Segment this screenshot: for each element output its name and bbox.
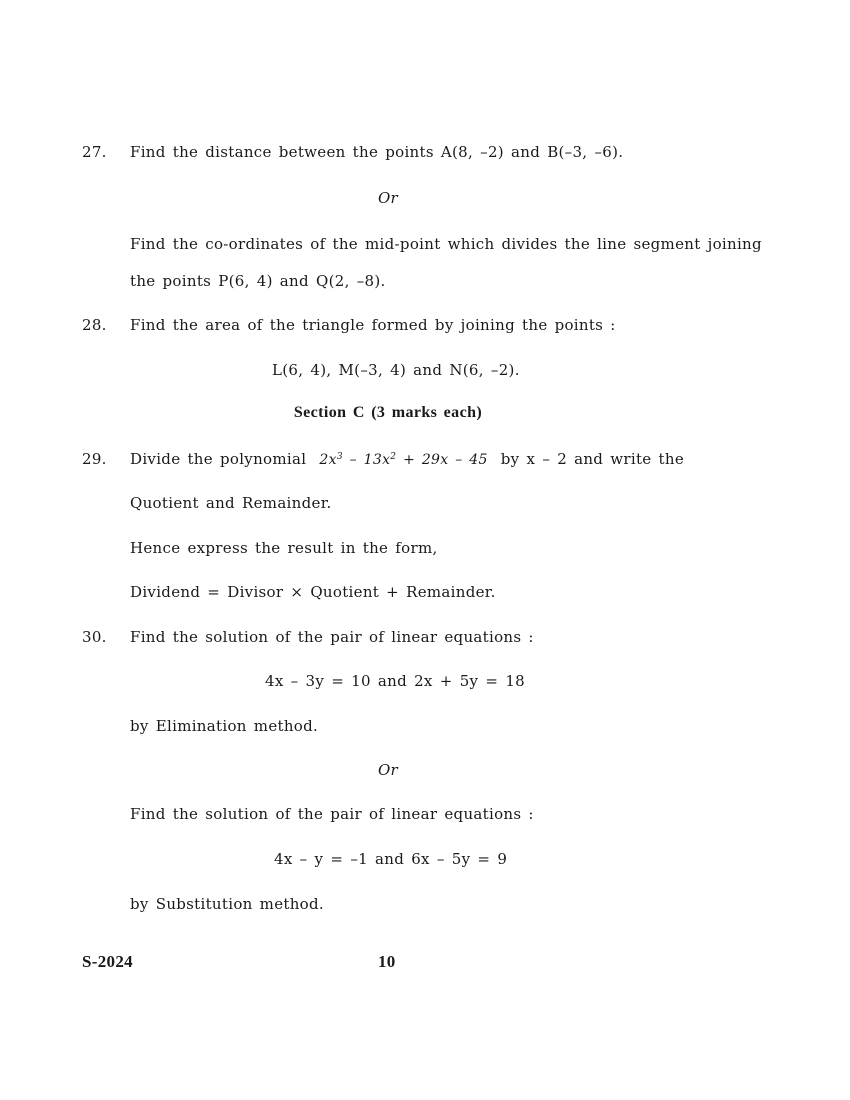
question-29-text-before: Divide the polynomial bbox=[130, 450, 307, 468]
page-number: 10 bbox=[378, 952, 396, 971]
question-27-text: Find the distance between the points A(8, –2) and B(–3, –6). bbox=[130, 143, 624, 161]
question-27-alt-line1: Find the co-ordinates of the mid-point which divides the line segment joining bbox=[130, 235, 762, 253]
question-29-line4: Dividend = Divisor × Quotient + Remainder. bbox=[130, 583, 496, 601]
question-number-30: 30. bbox=[82, 628, 107, 646]
question-29-line3: Hence express the result in the form, bbox=[130, 539, 438, 557]
question-30-alt-text: Find the solution of the pair of linear equations : bbox=[130, 805, 534, 823]
question-27-alt-line2: the points P(6, 4) and Q(2, –8). bbox=[130, 272, 386, 290]
section-c-heading: Section C (3 marks each) bbox=[293, 404, 483, 421]
question-30-method-1: by Elimination method. bbox=[130, 717, 319, 735]
question-number-27: 27. bbox=[82, 143, 107, 161]
poly-exp-b: 2 bbox=[390, 452, 397, 462]
question-29-line1 bbox=[130, 450, 684, 468]
or-separator-27: Or bbox=[377, 189, 399, 207]
question-28-text: Find the area of the triangle formed by joining the points : bbox=[130, 316, 616, 334]
question-29-text-after: by x – 2 and write the bbox=[500, 450, 685, 468]
polynomial-expression bbox=[319, 452, 487, 468]
paper-code: S-2024 bbox=[82, 952, 133, 971]
poly-term-b: – 13x bbox=[342, 452, 391, 468]
question-number-28: 28. bbox=[82, 316, 107, 334]
question-29-line2: Quotient and Remainder. bbox=[130, 494, 332, 512]
question-30-equation-2: 4x – y = –1 and 6x – 5y = 9 bbox=[274, 850, 508, 868]
poly-exp-a: 3 bbox=[336, 452, 343, 462]
poly-term-c: + 29x – 45 bbox=[396, 452, 488, 468]
or-separator-30: Or bbox=[377, 761, 399, 779]
question-number-29: 29. bbox=[82, 450, 107, 468]
question-28-points: L(6, 4), M(–3, 4) and N(6, –2). bbox=[272, 361, 520, 379]
question-30-equation-1: 4x – 3y = 10 and 2x + 5y = 18 bbox=[265, 672, 526, 690]
question-30-method-2: by Substitution method. bbox=[130, 895, 324, 913]
question-30-text: Find the solution of the pair of linear equations : bbox=[130, 628, 534, 646]
poly-term-a: 2x bbox=[319, 452, 337, 468]
